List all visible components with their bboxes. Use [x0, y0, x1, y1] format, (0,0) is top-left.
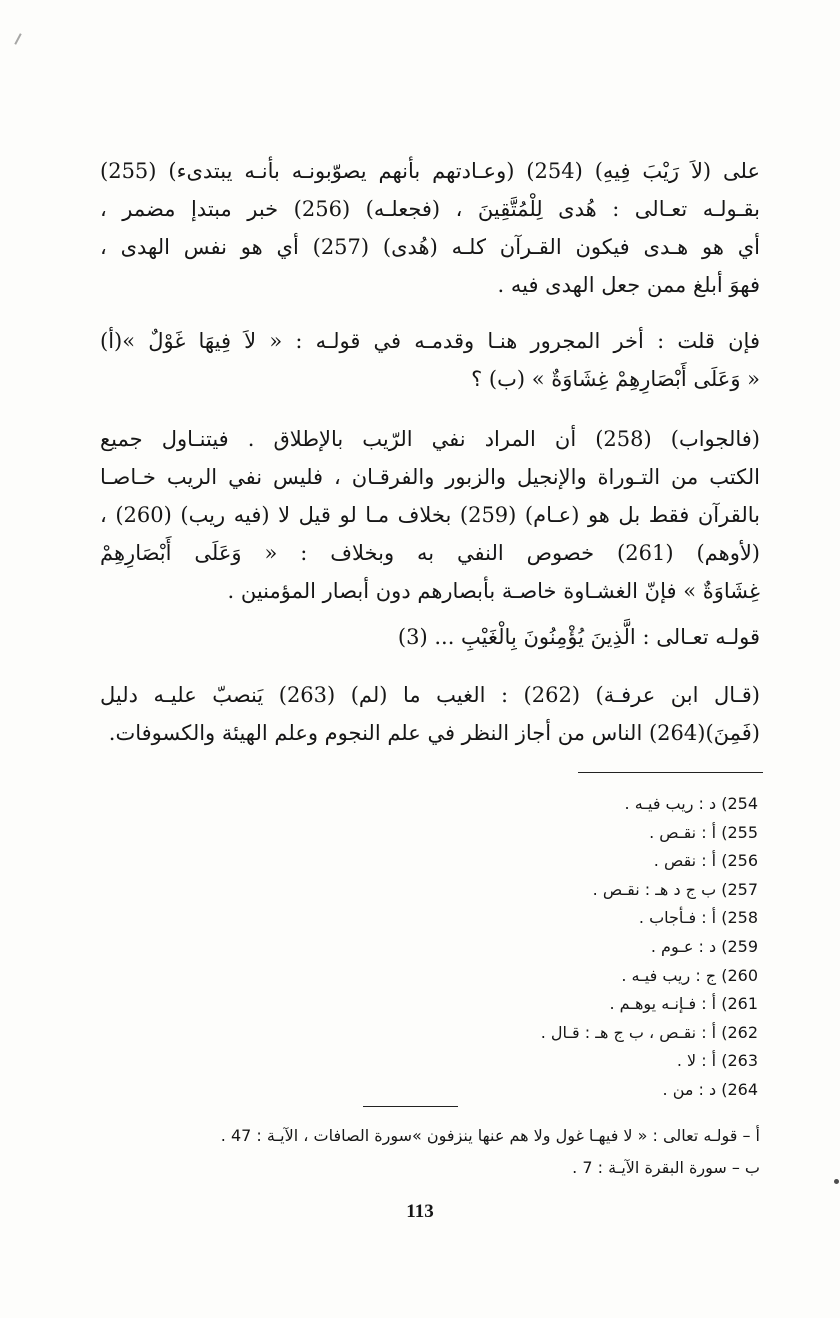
- footnote-item: 256) أ : نقص .: [653, 851, 758, 871]
- footnote-item: 259) د : عـوم .: [650, 936, 758, 956]
- footnote-item: 258) أ : فـأجاب .: [638, 908, 758, 928]
- scan-speck: [14, 33, 21, 45]
- footnote-item: 264) د : من .: [662, 1079, 758, 1099]
- text-line: (لأوهم) (261) خصوص النفي به وبخلاف : « وَعَلَى أَبْصَارِهِمْ: [100, 541, 760, 565]
- text-line: بالقرآن فقط بل هو (عـام) (259) بخلاف مـا لو قيل لا (فيه ريب) (260) ،: [100, 503, 760, 527]
- footnote-item: 260) ج : ريب فيـه .: [621, 965, 758, 985]
- text-line: قولـه تعـالى : الَّذِينَ يُؤْمِنُونَ بِالْغَيْبِ ... (3): [397, 625, 760, 649]
- text-line: (قـال ابن عرفـة) (262) : الغيب ما (لم) (263) يَنصبّ عليـه دليل: [100, 683, 760, 707]
- reference-note: ب – سورة البقرة الآيـة : 7 .: [572, 1158, 760, 1177]
- footnote-item: 262) أ : نقـص ، ب ج هـ : قـال .: [540, 1022, 758, 1042]
- footnote-item: 257) ب ج د هـ : نقـص .: [592, 879, 758, 899]
- text-line: (فَمِنَ)(264) الناس من أجاز النظر في علم النجوم وعلم الهيئة والكسوفات.: [108, 721, 760, 745]
- page-number: 113: [406, 1201, 434, 1222]
- text-line: بقـولـه تعـالى : هُدى لِلْمُتَّقِينَ ، (فجعلـه) (256) خبر مبتدإ مضمر ،: [100, 197, 760, 221]
- text-line: (فالجواب) (258) أن المراد نفي الرّيب بالإطلاق . فيتنـاول جميع: [100, 427, 760, 451]
- main-paragraph: [100, 676, 760, 752]
- footnote-divider: [578, 772, 763, 773]
- reference-divider: [363, 1106, 458, 1107]
- main-paragraph: [100, 420, 760, 610]
- text-line: فهوَ أبلغ ممن جعل الهدى فيه .: [497, 273, 760, 297]
- text-line: غِشَاوَةٌ » فإنّ الغشـاوة خاصـة بأبصارهم دون أبصار المؤمنين .: [227, 579, 760, 603]
- footnote-item: 254) د : ريب فيـه .: [624, 794, 758, 813]
- footnote-item: 263) أ : لا .: [676, 1051, 758, 1071]
- reference-notes: [100, 1120, 760, 1184]
- footnote-item: 255) أ : نقـص .: [649, 822, 758, 842]
- main-paragraph: [100, 152, 760, 304]
- text-line: « وَعَلَى أَبْصَارِهِمْ غِشَاوَةٌ » (ب) ؟: [471, 367, 760, 391]
- text-line: على (لاَ رَيْبَ فِيهِ) (254) (وعـادتهم بأنهم يصوّبونـه بأنـه يبتدىء) (255): [100, 159, 760, 183]
- footnote-item: 261) أ : فـإنـه يوهـم .: [609, 994, 758, 1014]
- text-line: فإن قلت : أخر المجرور هنـا وقدمـه في قولـه : « لاَ فِيهَا غَوْلٌ »(أ): [100, 329, 760, 353]
- main-paragraph: [100, 322, 760, 398]
- reference-note: أ – قولـه تعالى : « لا فيهـا غول ولا هم عنها ينزفون »سورة الصافات ، الآيـة : 47 .: [220, 1126, 760, 1145]
- verse-heading: [100, 618, 760, 656]
- text-line: الكتب من التـوراة والإنجيل والزبور والفرقـان ، فليس نفي الريب خـاصـا: [100, 465, 760, 489]
- footnotes-list: [338, 790, 758, 1105]
- scan-speck: [834, 1179, 839, 1184]
- text-line: أي هو هـدى فيكون القـرآن كلـه (هُدى) (257) أي هو نفس الهدى ،: [100, 235, 760, 259]
